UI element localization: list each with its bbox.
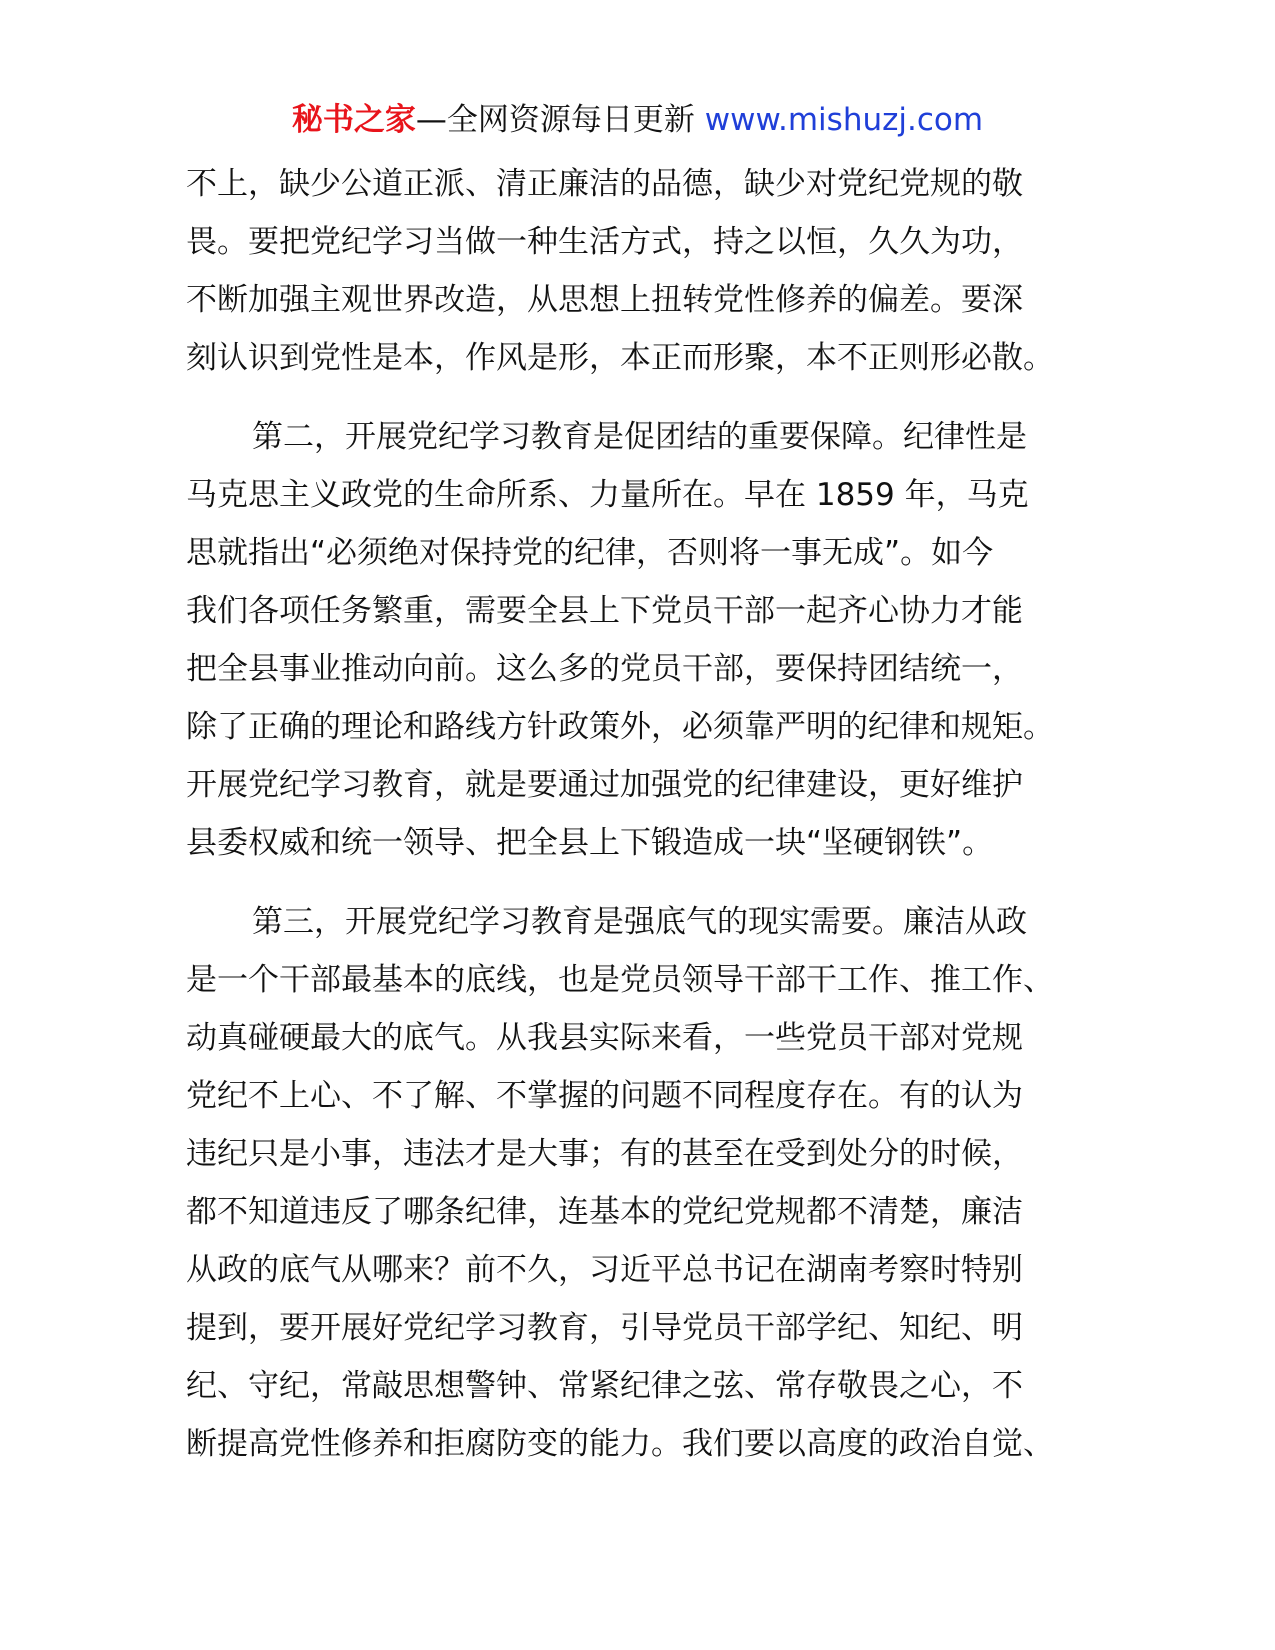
text-line: 除了正确的理论和路线方针政策外，必须靠严明的纪律和规矩。 <box>186 709 1054 745</box>
text-line: 刻认识到党性是本，作风是形，本正而形聚，本不正则形必散。 <box>186 340 1054 376</box>
text-line: 党纪不上心、不了解、不掌握的问题不同程度存在。有的认为 <box>186 1078 1023 1114</box>
text-line: 不断加强主观世界改造，从思想上扭转党性修养的偏差。要深 <box>186 282 1023 318</box>
text-line: 动真碰硬最大的底气。从我县实际来看，一些党员干部对党规 <box>186 1020 1023 1056</box>
text-line: 提到，要开展好党纪学习教育，引导党员干部学纪、知纪、明 <box>186 1310 1023 1346</box>
text-line: 纪、守纪，常敲思想警钟、常紧纪律之弦、常存敬畏之心，不 <box>186 1368 1023 1404</box>
text-line: 从政的底气从哪来？前不久，习近平总书记在湖南考察时特别 <box>186 1252 1023 1288</box>
text-line: 断提高党性修养和拒腐防变的能力。我们要以高度的政治自觉、 <box>186 1426 1054 1462</box>
header-tagline: —全网资源每日更新 <box>415 102 695 138</box>
paragraph-second <box>186 408 1106 872</box>
text-line: 思就指出“必须绝对保持党的纪律，否则将一事无成”。如今 <box>186 535 994 571</box>
text-line: 是一个干部最基本的底线，也是党员领导干部干工作、推工作、 <box>186 962 1054 998</box>
brand-name: 秘书之家 <box>291 102 416 138</box>
site-url-link[interactable]: www.mishuzj.com <box>704 102 984 138</box>
text-line: 违纪只是小事，违法才是大事；有的甚至在受到处分的时候， <box>186 1136 1023 1172</box>
text-line: 不上，缺少公道正派、清正廉洁的品德，缺少对党纪党规的敬 <box>186 166 1023 202</box>
text-line: 县委权威和统一领导、把全县上下锻造成一块“坚硬钢铁”。 <box>186 825 994 861</box>
text-line: 马克思主义政党的生命所系、力量所在。早在 1859 年，马克 <box>186 477 1029 513</box>
text-line: 畏。要把党纪学习当做一种生活方式，持之以恒，久久为功， <box>186 224 1023 260</box>
paragraph-continued <box>186 155 1106 387</box>
text-line: 我们各项任务繁重，需要全县上下党员干部一起齐心协力才能 <box>186 593 1023 629</box>
text-line: 开展党纪学习教育，就是要通过加强党的纪律建设，更好维护 <box>186 767 1023 803</box>
text-line: 第三，开展党纪学习教育是强底气的现实需要。廉洁从政 <box>252 904 1027 940</box>
site-header <box>0 100 1275 140</box>
text-line: 都不知道违反了哪条纪律，连基本的党纪党规都不清楚，廉洁 <box>186 1194 1023 1230</box>
text-line: 把全县事业推动向前。这么多的党员干部，要保持团结统一， <box>186 651 1023 687</box>
document-body <box>186 155 1106 1494</box>
text-line: 第二，开展党纪学习教育是促团结的重要保障。纪律性是 <box>252 419 1027 455</box>
paragraph-third <box>186 893 1106 1473</box>
